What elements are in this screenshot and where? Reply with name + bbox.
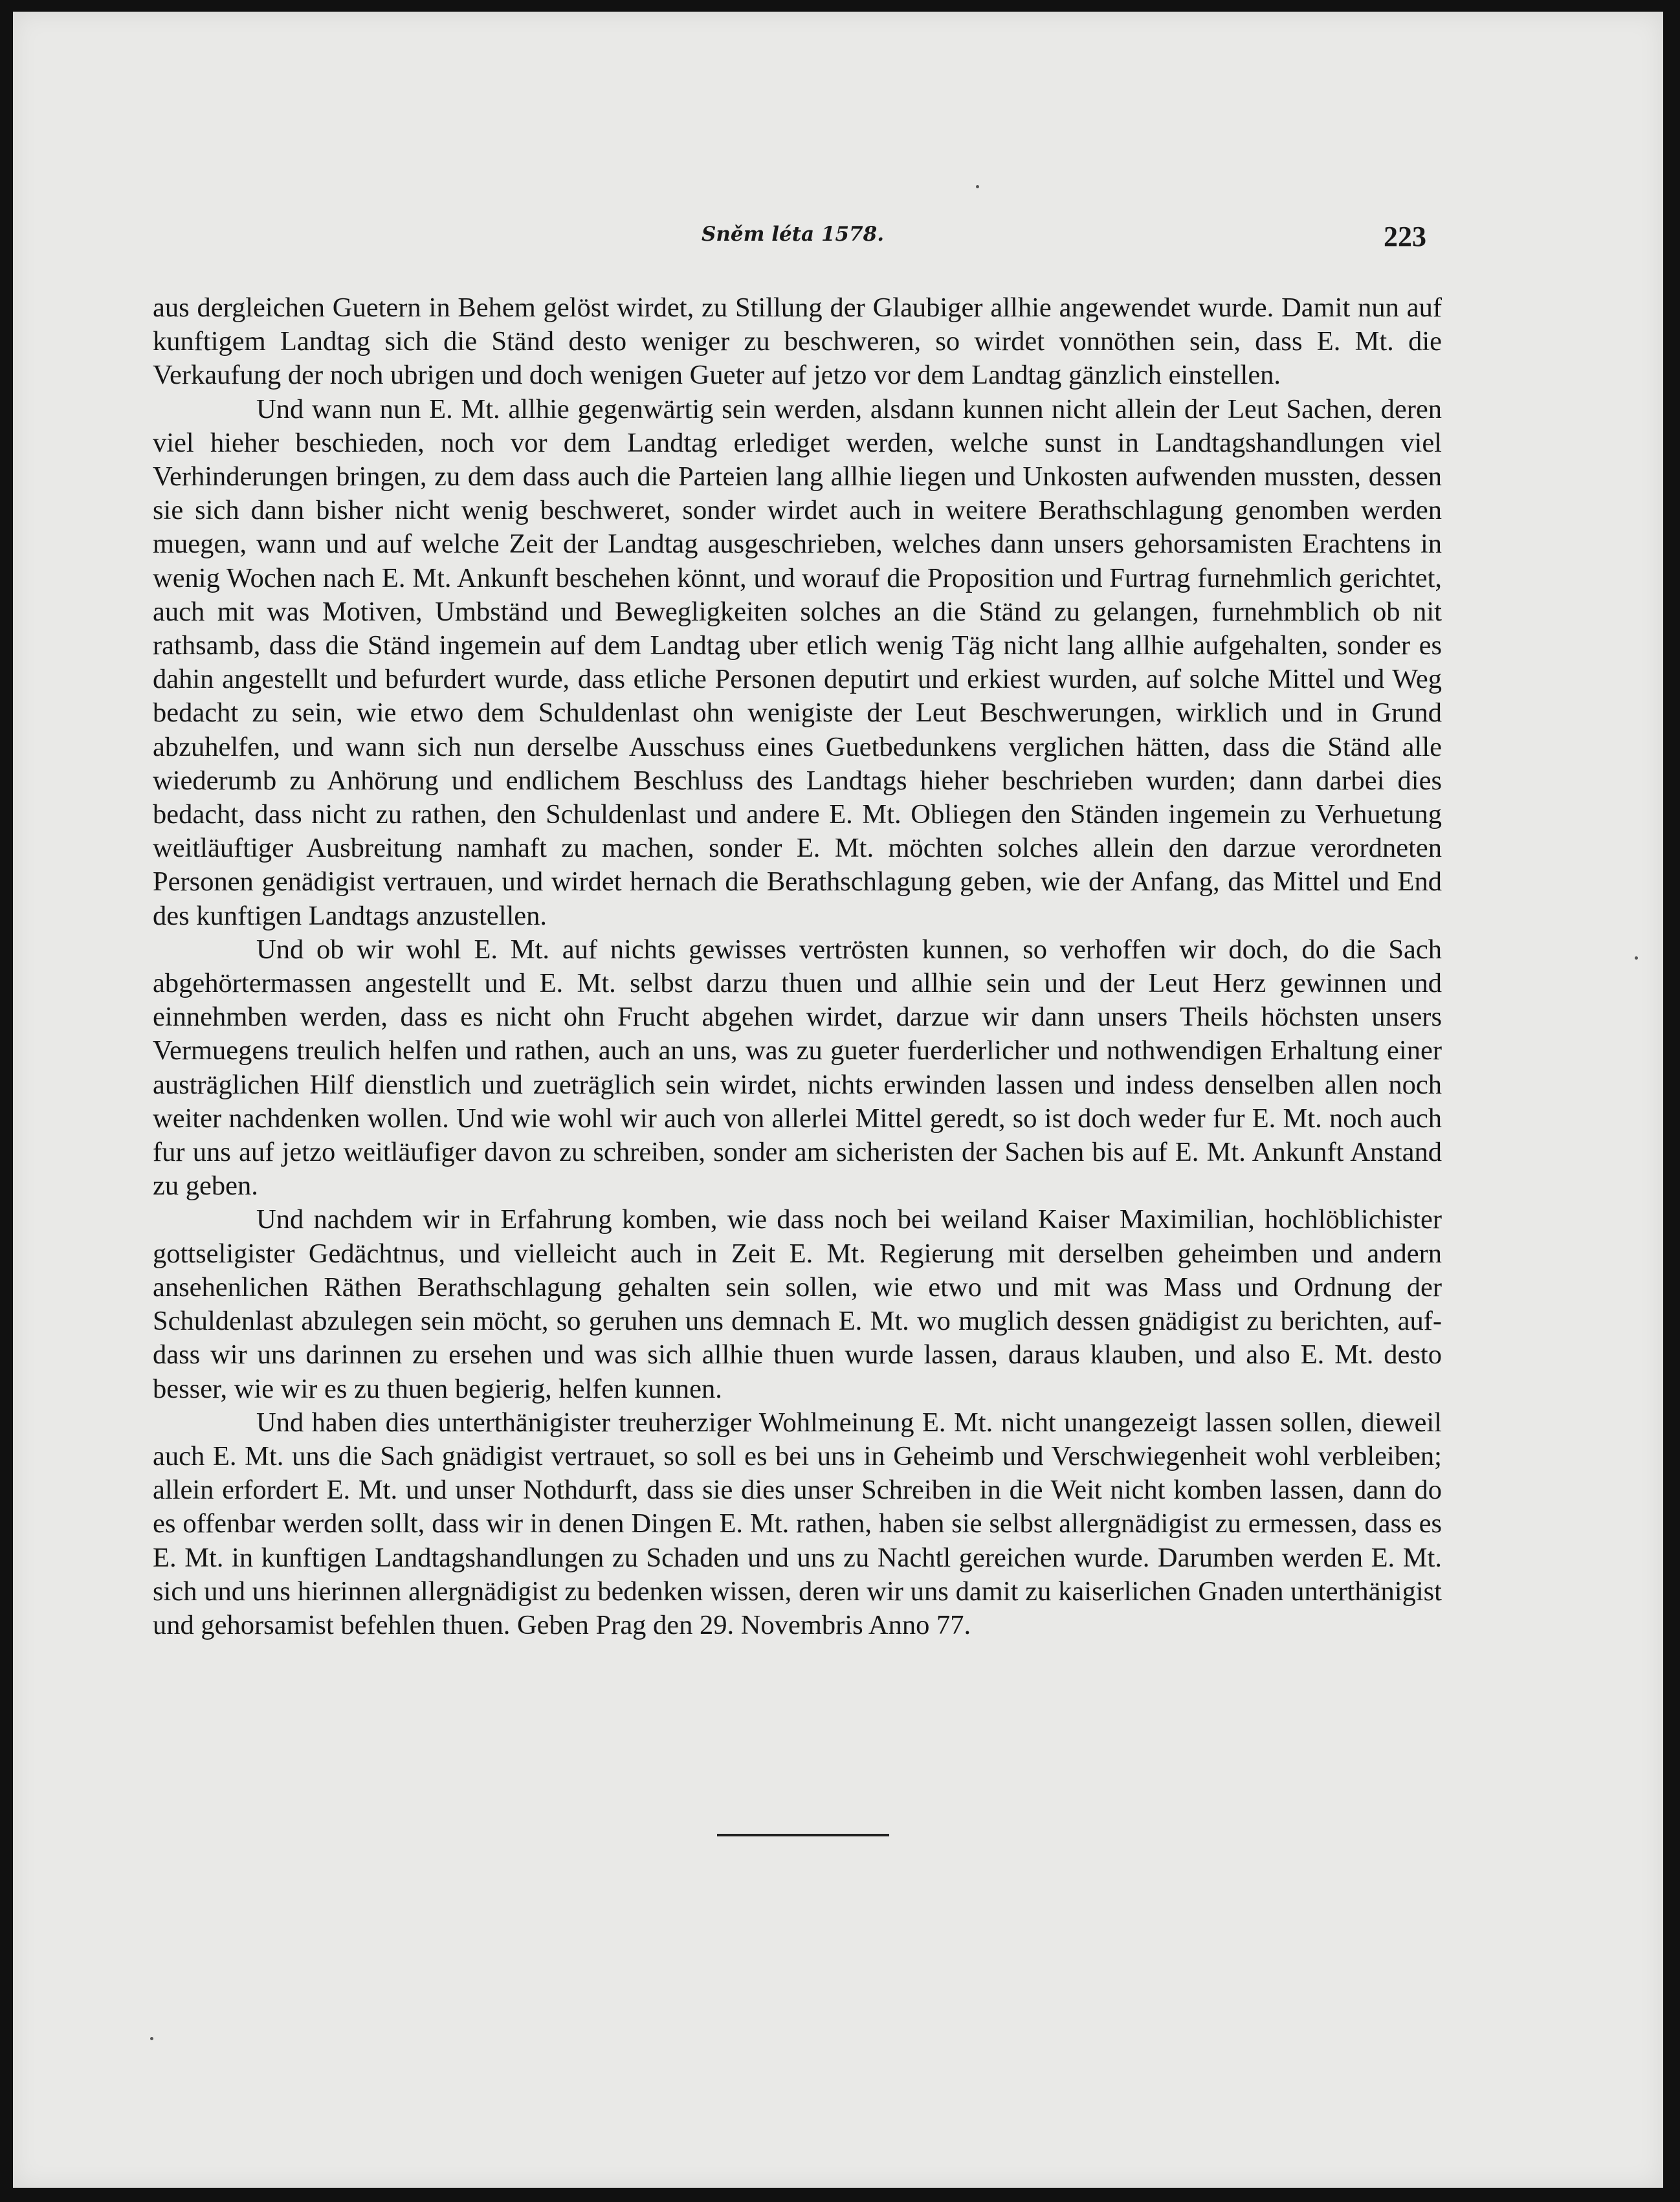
scan-speck (976, 185, 979, 188)
paragraph: Und wann nun E. Mt. allhie gegenwärtig sein werden, alsdann kunnen nicht allein der Leut Sachen, deren viel hieher beschieden, noch vor dem Landtag erlediget werden, welche sunst in Landtagshandlungen viel Verhinderungen bringen, zu dem dass auch die Parteien lang allhie liegen und Unkosten aufwenden mussten, dessen sie sich dann bisher nicht wenig beschweret, sonder wirdet auch in weitere Berathschlagung genomben werden muegen, wann und auf welche Zeit der Landtag ausgeschrieben, welches dann unsers gehorsamisten Erachtens in wenig Wochen nach E. Mt. Ankunft beschehen könnt, und worauf die Proposition und Furtrag furnehmlich gerichtet, auch mit was Motiven, Umbständ und Bewegligkeiten solches an die Ständ zu gelangen, furnehmblich ob nit rathsamb, dass die Ständ ingemein auf dem Landtag uber etlich wenig Täg nicht lang allhie aufgehalten, sonder es dahin angestellt und befurdert wurde, dass etliche Personen deputirt und erkiest wurden, auf solche Mittel und Weg bedacht zu sein, wie etwo dem Schuldenlast ohn wenigiste der Leut Beschwerungen, wirklich und in Grund abzuhelfen, und wann sich nun derselbe Ausschuss eines Guetbedunkens verglichen hätten, dass die Ständ alle wiederumb zu Anhörung und endlichem Beschluss des Landtags hieher beschrieben wurden; dann darbei dies bedacht, dass nicht zu rathen, den Schuldenlast und andere E. Mt. Obliegen den Ständen ingemein zu Verhuetung weitläuftiger Ausbreitung namhaft zu machen, sonder E. Mt. möchten solches allein den darzue verordneten Personen genädigist vertrauen, und wirdet hernach die Berathschlagung geben, wie der Anfang, das Mittel und End des kunftigen Landtags anzustellen. (153, 393, 1442, 931)
paragraph: Und ob wir wohl E. Mt. auf nichts gewisses vertrösten kunnen, so verhoffen wir doch, do die Sach abgehörtermassen angestellt und E. Mt. selbst darzu thuen und allhie sein und der Leut Herz gewinnen und einnehmben werden, dass es nicht ohn Frucht abgehen wirdet, darzue wir dann unsers Theils höchsten unsers Vermuegens treulich helfen und rathen, auch an uns, was zu gueter fuerderlicher und nothwendigen Erhaltung einer austräglichen Hilf dienstlich und zueträglich sein wirdet, nichts erwinden lassen und indess denselben allen noch weiter nachdenken wollen. Und wie wohl wir auch von allerlei Mittel geredt, so ist doch weder fur E. Mt. noch auch fur uns auf jetzo weitläufiger davon zu schreiben, sonder am sicheristen der Sachen bis auf E. Mt. Ankunft Anstand zu geben. (153, 934, 1442, 1202)
paragraph: Und haben dies unterthänigister treuherziger Wohlmeinung E. Mt. nicht unangezeigt lassen sollen, dieweil auch E. Mt. uns die Sach gnädigist vertrauet, so soll es bei uns in Geheimb und Verschwiegenheit wohl verbleiben; allein erfordert E. Mt. und unser Nothdurft, dass sie dies unser Schreiben in die Weit nicht komben lassen, dann do es offenbar werden sollt, dass wir in denen Dingen E. Mt. rathen, haben sie selbst allergnädigist zu ermessen, dass es E. Mt. in kunftigen Landtagshandlungen zu Schaden und uns zu Nachtl gereichen wurde. Darumben werden E. Mt. sich und uns hierinnen allergnädigist zu bedenken wissen, deren wir uns damit zu kaiserlichen Gnaden unterthänigist und gehorsamist befehlen thuen. Geben Prag den 29. Novembris Anno 77. (153, 1407, 1442, 1640)
section-end-rule (717, 1834, 889, 1836)
scan-speck (1635, 956, 1638, 960)
page-number: 223 (1384, 221, 1426, 252)
book-page (13, 12, 1663, 2188)
paragraph: aus dergleichen Guetern in Behem gelöst wirdet, zu Stillung der Glaubiger allhie angewendet wurde. Damit nun auf kunftigem Landtag sich die Ständ desto weniger zu beschweren, so wirdet vonnöthen sein, dass E. Mt. die Verkaufung der noch ubrigen und doch wenigen Gueter auf jetzo vor dem Landtag gänzlich einstellen. (153, 292, 1442, 391)
page-header (13, 220, 1663, 259)
running-title: Sněm léta 1578. (702, 223, 885, 246)
scan-speck (150, 2037, 153, 2040)
paragraph: Und nachdem wir in Erfahrung komben, wie dass noch bei weiland Kaiser Maximilian, hochlöblichister gottseligister Gedächtnus, und vielleicht auch in Zeit E. Mt. Regierung mit derselben geheimben und andern ansehenlichen Räthen Berathschlagung gehalten sein sollen, wie etwo und mit was Mass und Ordnung der Schuldenlast abzulegen sein möcht, so geruhen uns demnach E. Mt. wo muglich dessen gnädigist zu berichten, auf-dass wir uns darinnen zu ersehen und was sich allhie thuen wurde lassen, daraus klauben, und also E. Mt. desto besser, wie wir es zu thuen begierig, helfen kunnen. (153, 1204, 1442, 1404)
body-text (153, 291, 1442, 1642)
